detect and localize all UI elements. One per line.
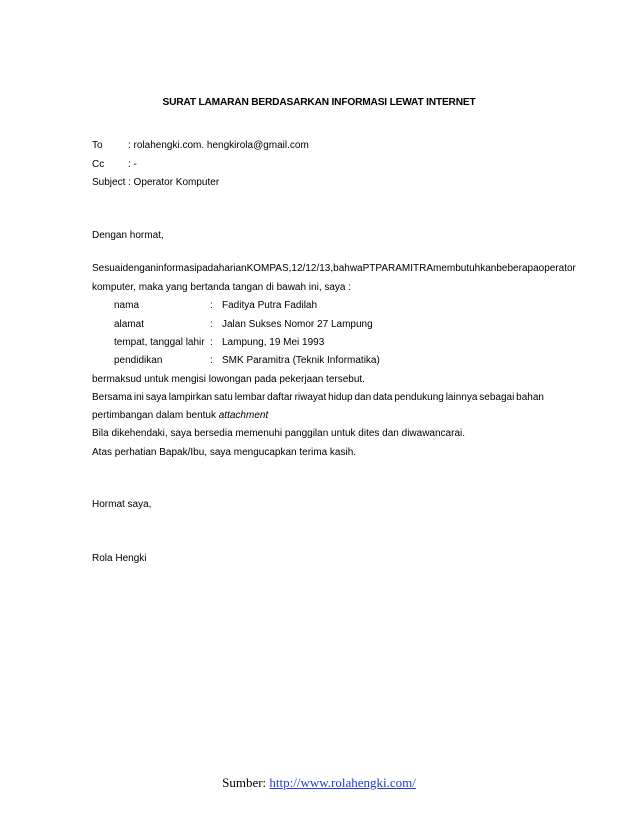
intro-line-2: komputer, maka yang bertanda tangan di bawah ini, saya : [92,282,352,293]
detail-alamat-label: alamat [114,319,145,330]
intro-line-1-word: PT [362,263,376,274]
attach-line-1-word: ini [133,392,144,403]
header-to-value: : rolahengki.com. hengkirola@gmail.com [128,140,309,151]
attach-line-1-word: daftar [267,392,293,403]
attach-line-2 [92,410,268,421]
intro-line-1-word: Sesuai [92,263,123,274]
attach-line-1-word: lampirkan [168,392,213,403]
intro-line-1-word: beberapa [496,263,539,274]
intro-line-1-word: PARAMITRA [375,263,433,274]
salutation: Dengan hormat, [92,230,164,241]
detail-pendidikan-value: SMK Paramitra (Teknik Informatika) [222,355,380,366]
attach-line-1-word: lembar [234,392,266,403]
attach-line-1-word: sebagai [479,392,515,403]
attach-line-1 [92,392,544,403]
intro-line-1-word: pada [196,263,219,274]
intro-line-1 [92,263,576,274]
attach-line-2-text: pertimbangan dalam bentuk [92,410,219,421]
intro-line-1-word: KOMPAS, [246,263,292,274]
attach-line-1-word: dan [354,392,372,403]
attach-line-1-word: data [373,392,393,403]
source-footer [0,775,638,791]
attach-line-1-word: saya [145,392,167,403]
willing-line: Bila dikehendaki, saya bersedia memenuhi panggilan untuk dites dan diwawancarai. [92,428,466,439]
attach-line-1-word: Bersama [92,392,133,403]
detail-pendidikan-colon: : [210,355,213,366]
source-link[interactable]: http://www.rolahengki.com/ [269,775,416,790]
header-subject-value: : Operator Komputer [128,177,220,188]
header-to-label: To [92,140,103,151]
closing: Hormat saya, [92,499,152,510]
detail-nama-colon: : [210,300,213,311]
thanks-line: Atas perhatian Bapak/Ibu, saya mengucapkan terima kasih. [92,447,357,458]
attach-line-1-word: pendukung [394,392,444,403]
header-cc-value: : - [128,159,137,170]
detail-nama-label: nama [114,300,140,311]
attach-line-1-word: riwayat [294,392,327,403]
letter-title: SURAT LAMARAN BERDASARKAN INFORMASI LEWAT INTERNET [162,96,476,108]
attach-line-1-word: bahan [516,392,544,403]
detail-nama-value: Faditya Putra Fadilah [222,300,318,311]
intro-line-1-word: membutuhkan [433,263,497,274]
header-cc-label: Cc [92,159,105,170]
intro-line-1-word: harian [218,263,247,274]
attach-line-1-word: satu [213,392,233,403]
source-label: Sumber: [222,775,270,790]
intro-line-1-word: 12/12/13, [291,263,334,274]
detail-ttl-colon: : [210,337,213,348]
attachment-word: attachment [218,410,269,421]
detail-ttl-label: tempat, tanggal lahir [114,337,205,348]
attach-line-1-word: lainnya [445,392,478,403]
intro-line-1-word: operator [538,263,576,274]
intro-line-1-word: informasi [155,263,197,274]
detail-alamat-colon: : [210,319,213,330]
detail-ttl-value: Lampung, 19 Mei 1993 [222,337,325,348]
attach-line-1-word: hidup [328,392,353,403]
intro-line-1-word: bahwa [333,263,363,274]
detail-alamat-value: Jalan Sukses Nomor 27 Lampung [222,319,373,330]
signature-name: Rola Hengki [92,553,147,564]
purpose-line: bermaksud untuk mengisi lowongan pada pekerjaan tersebut. [92,374,365,385]
detail-pendidikan-label: pendidikan [114,355,163,366]
header-subject-label: Subject [92,177,126,188]
intro-line-1-word: dengan [122,263,156,274]
